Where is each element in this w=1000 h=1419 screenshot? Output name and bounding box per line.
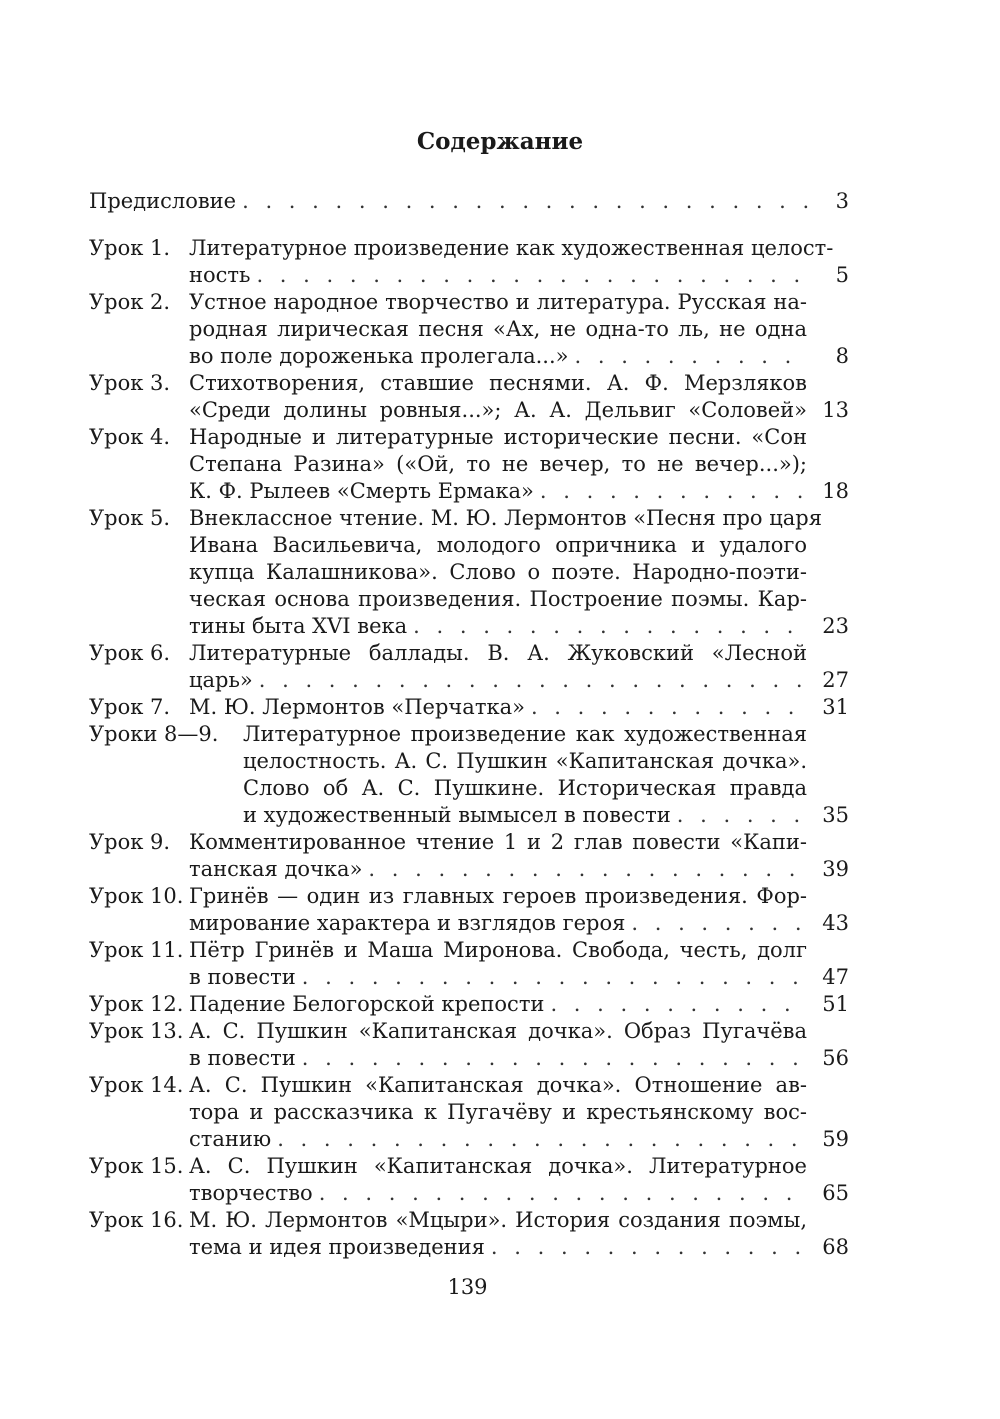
toc-entry-label: Урок 14. <box>89 1073 184 1097</box>
toc-page-number: 59 <box>822 1127 849 1151</box>
dot-leader <box>485 1234 809 1261</box>
toc-entry-text-line: мирование характера и взглядов героя <box>189 911 626 935</box>
toc-entry-label: Урок 1. <box>89 236 171 260</box>
toc-entry-label: Предисловие <box>89 189 237 213</box>
toc-entry-label: Урок 2. <box>89 290 171 314</box>
toc-page-number: 65 <box>822 1181 849 1205</box>
dot-leader <box>271 1126 809 1153</box>
toc-page-number: 47 <box>822 965 849 989</box>
toc-entry-text-line: Народные и литературные исторические песни. «Сон <box>189 425 807 449</box>
dot-leader <box>525 694 809 721</box>
toc-entry-text-line: Гринёв — один из главных героев произведения. Фор- <box>189 884 807 908</box>
toc-entry-text-line: М. Ю. Лермонтов «Мцыри». История создания поэмы, <box>189 1208 807 1232</box>
toc-entry-label: Урок 15. <box>89 1154 184 1178</box>
toc-entry-text-line: А. С. Пушкин «Капитанская дочка». Отношение ав- <box>189 1073 807 1097</box>
toc-entry-text-line: Слово об А. С. Пушкине. Историческая правда <box>243 776 807 800</box>
toc-entry-text-line: Внеклассное чтение. М. Ю. Лермонтов «Песня про царя <box>189 506 822 530</box>
toc-entry-text-line: ность <box>189 263 251 287</box>
toc-entry-text-line: родная лирическая песня «Ах, не одна-то ль, не одна <box>189 317 807 341</box>
toc-entry-text-line: Литературные баллады. В. А. Жуковский «Лесной <box>189 641 807 665</box>
page-title: Содержание <box>416 128 584 155</box>
toc-page-number: 5 <box>835 263 849 287</box>
dot-leader <box>250 262 809 289</box>
toc-page-number: 56 <box>822 1046 849 1070</box>
toc-entry-text-line: «Среди долины ровныя...»; А. А. Дельвиг «Соловей» <box>189 398 807 422</box>
dot-leader <box>236 188 809 215</box>
dot-leader <box>534 478 809 505</box>
toc-page-number: 31 <box>822 695 849 719</box>
dot-leader <box>625 910 809 937</box>
toc-page-number: 68 <box>822 1235 849 1259</box>
toc-entry-text-line: К. Ф. Рылеев «Смерть Ермака» <box>189 479 534 503</box>
dot-leader <box>296 964 809 991</box>
toc-page-number: 3 <box>835 189 849 213</box>
toc-entry-text-line: ческая основа произведения. Построение поэмы. Кар- <box>189 587 807 611</box>
toc-entry-text-line: Ивана Васильевича, молодого опричника и удалого <box>189 533 807 557</box>
toc-entry-text-line: Степана Разина» («Ой, то не вечер, то не вечер...»); <box>189 452 807 476</box>
toc-entry-label: Урок 4. <box>89 425 171 449</box>
toc-entry-text-line: А. С. Пушкин «Капитанская дочка». Образ Пугачёва <box>189 1019 807 1043</box>
toc-entry-text-line: творчество <box>189 1181 313 1205</box>
toc-entry-label: Урок 6. <box>89 641 171 665</box>
toc-page-number: 39 <box>822 857 849 881</box>
toc-entry-label: Урок 9. <box>89 830 171 854</box>
dot-leader <box>671 802 809 829</box>
toc-entry-label: Урок 13. <box>89 1019 184 1043</box>
toc-entry-label: Урок 3. <box>89 371 171 395</box>
toc-entry-text-line: и художественный вымысел в повести <box>243 803 671 827</box>
page-number: 139 <box>447 1275 488 1299</box>
toc-entry-text-line: Литературное произведение как художественная целост- <box>189 236 834 260</box>
toc-entry-text-line: во поле дороженька пролегала...» <box>189 344 569 368</box>
toc-entry-text-line: в повести <box>189 1046 296 1070</box>
toc-entry-text-line: Пётр Гринёв и Маша Миронова. Свобода, честь, долг <box>189 938 807 962</box>
toc-entry-label: Урок 12. <box>89 992 184 1016</box>
dot-leader <box>253 667 809 694</box>
toc-page-number: 23 <box>822 614 849 638</box>
toc-entry-text-line: Стихотворения, ставшие песнями. А. Ф. Мерзляков <box>189 371 807 395</box>
toc-entry-text-line: тора и рассказчика к Пугачёву и крестьянскому вос- <box>189 1100 807 1124</box>
toc-entry-text-line: целостность. А. С. Пушкин «Капитанская дочка». <box>243 749 807 773</box>
toc-entry-label: Урок 11. <box>89 938 184 962</box>
toc-entry-text-line: станию <box>189 1127 272 1151</box>
toc-page-number: 35 <box>822 803 849 827</box>
toc-entry-text-line: царь» <box>189 668 253 692</box>
toc-entry-label: Урок 5. <box>89 506 171 530</box>
toc-page-number: 27 <box>822 668 849 692</box>
toc-entry-text-line: купца Калашникова». Слово о поэте. Народно-поэти- <box>189 560 807 584</box>
toc-page-number: 18 <box>822 479 849 503</box>
toc-entry-text-line: в повести <box>189 965 296 989</box>
dot-leader <box>313 1180 809 1207</box>
toc-entry-label: Урок 16. <box>89 1208 184 1232</box>
toc-entry-text-line: тема и идея произведения <box>189 1235 485 1259</box>
dot-leader <box>544 991 809 1018</box>
toc-entry-text-line: Падение Белогорской крепости <box>189 992 545 1016</box>
toc-entry-label: Урок 7. <box>89 695 171 719</box>
toc-entry-text-line: М. Ю. Лермонтов «Перчатка» <box>189 695 525 719</box>
toc-page-number: 8 <box>835 344 849 368</box>
toc-entry-text-line: Устное народное творчество и литература. Русская на- <box>189 290 807 314</box>
toc-entry-text-line: Комментированное чтение 1 и 2 глав повести «Капи- <box>189 830 807 854</box>
toc-page-number: 51 <box>822 992 849 1016</box>
toc-entry-text-line: А. С. Пушкин «Капитанская дочка». Литературное <box>189 1154 807 1178</box>
dot-leader <box>362 856 809 883</box>
dot-leader <box>569 343 810 370</box>
dot-leader <box>296 1045 809 1072</box>
dot-leader <box>407 613 809 640</box>
toc-page-number: 13 <box>822 398 849 422</box>
toc-entry-text-line: танская дочка» <box>189 857 363 881</box>
toc-entry-text-line: Литературное произведение как художественная <box>243 722 807 746</box>
toc-entry-text-line: тины быта XVI века <box>189 614 408 638</box>
toc-page-number: 43 <box>822 911 849 935</box>
toc-entry-label: Урок 10. <box>89 884 184 908</box>
toc-entry-label: Уроки 8—9. <box>89 722 219 746</box>
